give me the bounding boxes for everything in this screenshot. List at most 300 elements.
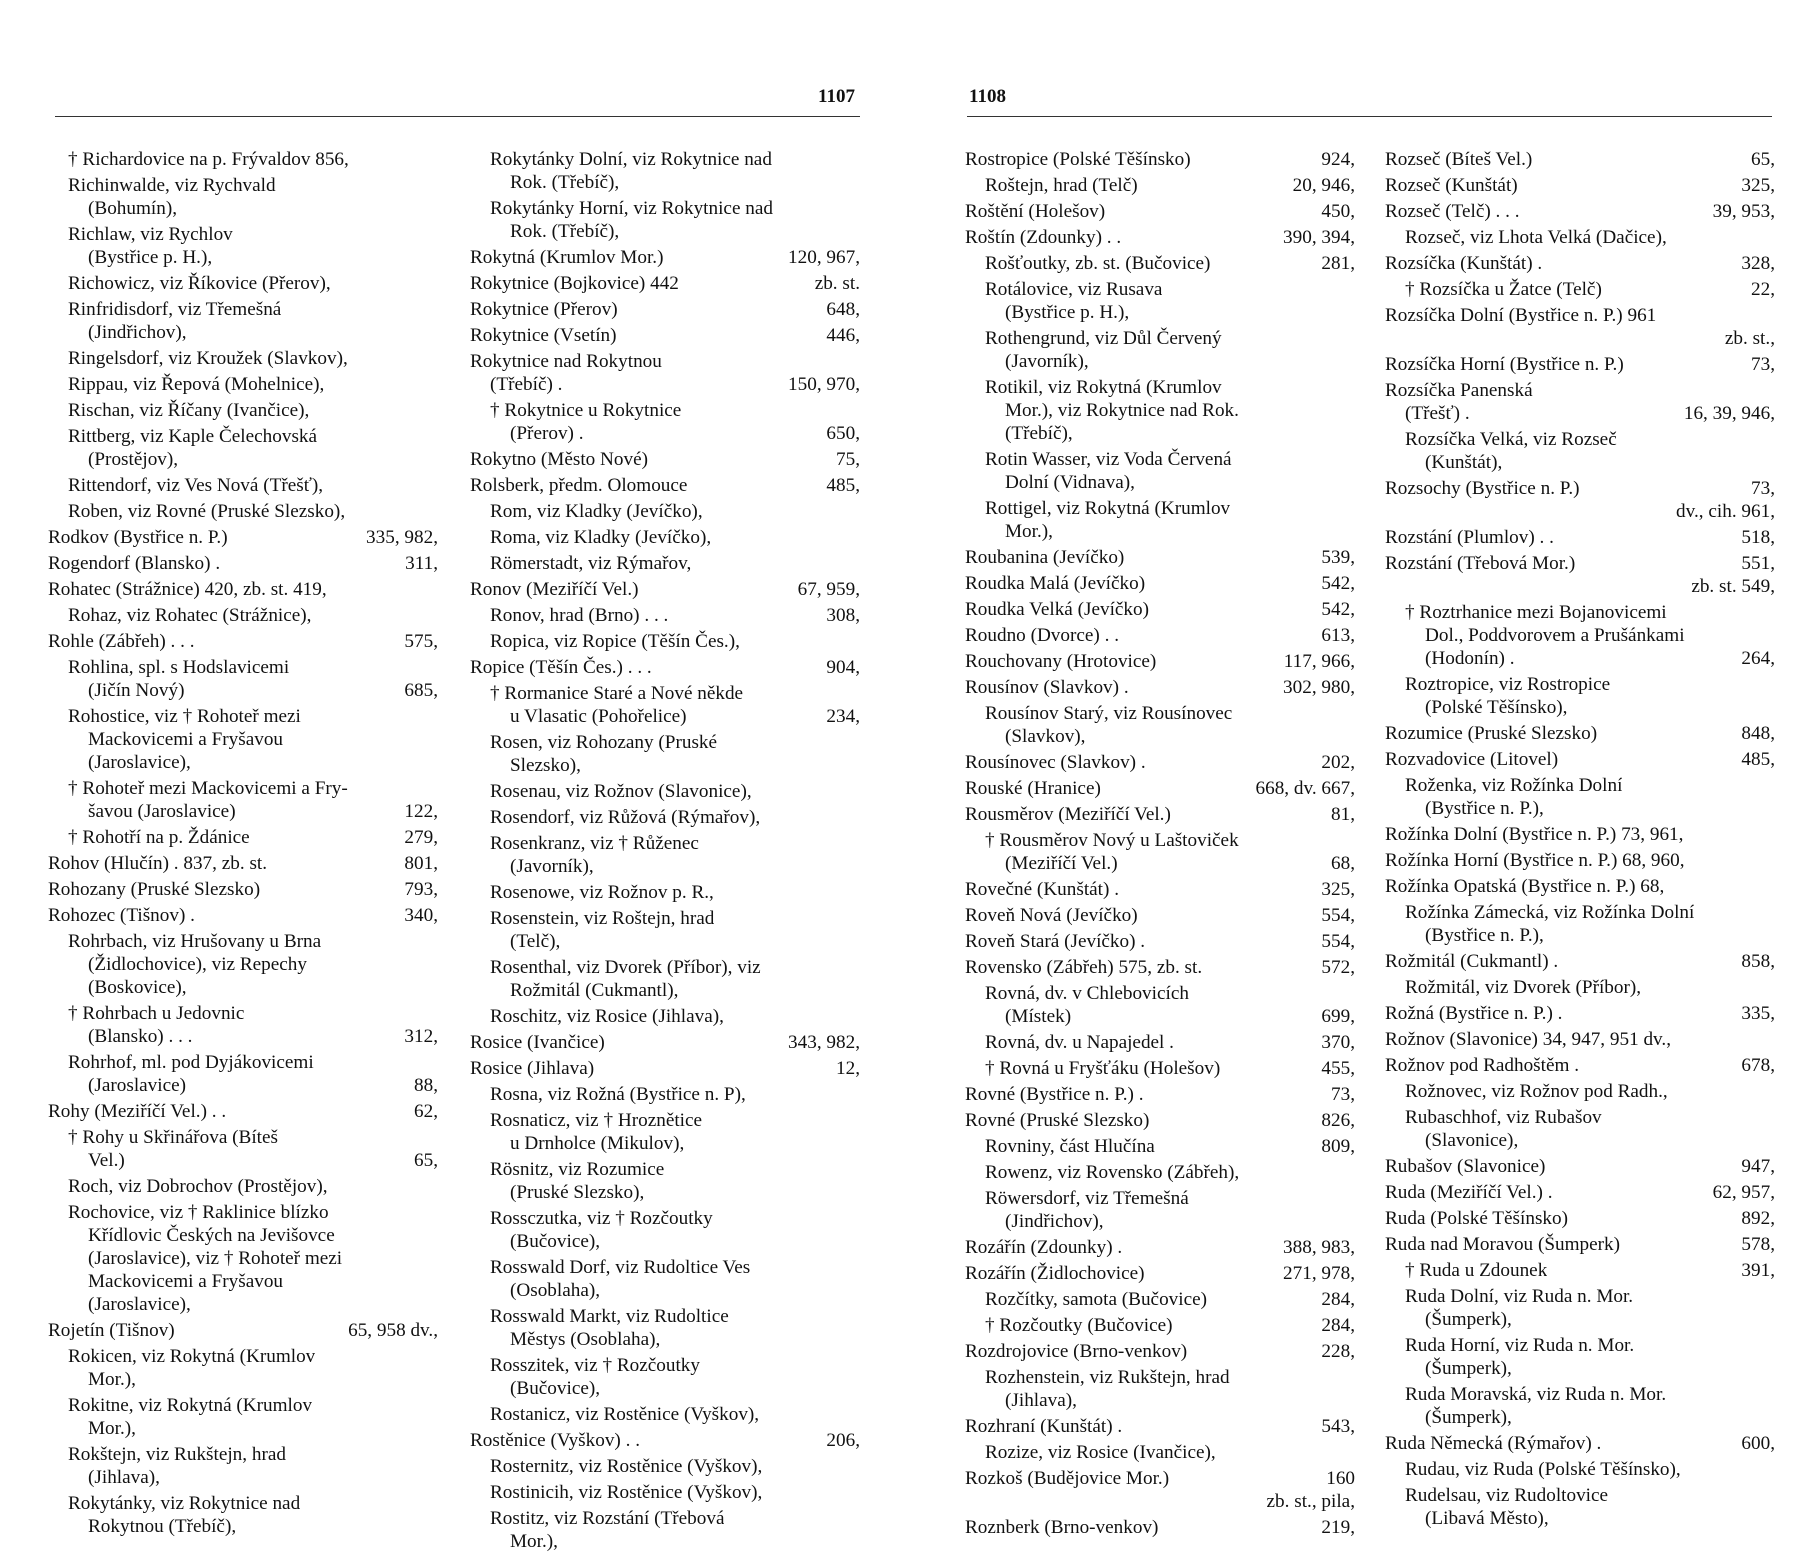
entry-line bbox=[48, 272, 438, 295]
entry-line bbox=[1385, 774, 1775, 797]
entry-page-refs: 892, bbox=[1741, 1208, 1775, 1229]
entry-page-refs bbox=[854, 350, 860, 373]
entry-page-refs bbox=[432, 373, 438, 396]
entry-page-refs bbox=[1769, 428, 1775, 451]
entry-line bbox=[1385, 174, 1775, 197]
entry-line bbox=[965, 676, 1355, 699]
entry-page-refs: 340, bbox=[404, 905, 438, 926]
entry-line bbox=[1385, 950, 1775, 973]
index-entry bbox=[965, 1288, 1355, 1311]
entry-line bbox=[48, 578, 438, 601]
entry-page-refs bbox=[1349, 350, 1355, 373]
entry-page-refs bbox=[432, 1394, 438, 1417]
entry-line bbox=[965, 497, 1355, 520]
entry-line bbox=[965, 1340, 1355, 1363]
entry-page-refs bbox=[1769, 823, 1775, 846]
entry-text: Rokytnice (Vsetín) bbox=[470, 325, 617, 346]
entry-text: Rozhraní (Kunštát) . bbox=[965, 1416, 1123, 1437]
index-entry bbox=[1385, 601, 1775, 670]
entry-page-refs: 370, bbox=[1321, 1032, 1355, 1053]
entry-text: (Šumperk), bbox=[1425, 1407, 1512, 1428]
index-entry bbox=[965, 1109, 1355, 1132]
header-rule bbox=[55, 116, 860, 117]
entry-text: Rouchovany (Hrotovice) bbox=[965, 651, 1157, 672]
index-entry bbox=[1385, 304, 1775, 350]
header-rule bbox=[967, 116, 1772, 117]
index-entry bbox=[470, 1005, 860, 1028]
entry-text: Rok. (Třebíč), bbox=[510, 172, 620, 193]
entry-page-refs: 81, bbox=[1331, 804, 1355, 825]
entry-page-refs: 65, bbox=[1751, 149, 1775, 170]
entry-page-refs bbox=[1349, 422, 1355, 445]
entry-line bbox=[48, 852, 438, 875]
index-entry bbox=[48, 1492, 438, 1538]
entry-text: (Jičín Nový) bbox=[88, 680, 185, 701]
entry-line bbox=[470, 1083, 860, 1106]
entry-text: Rozsíčka (Kunštát) . bbox=[1385, 253, 1543, 274]
entry-line bbox=[965, 1490, 1355, 1513]
index-entry bbox=[48, 526, 438, 549]
entry-text: Rohatec (Strážnice) 420, zb. st. 419, bbox=[48, 579, 327, 600]
index-entry bbox=[1385, 875, 1775, 898]
entry-page-refs bbox=[1349, 376, 1355, 399]
entry-line bbox=[470, 246, 860, 269]
entry-line bbox=[470, 1256, 860, 1279]
entry-page-refs: 284, bbox=[1321, 1315, 1355, 1336]
entry-line bbox=[965, 1031, 1355, 1054]
entry-line bbox=[470, 1507, 860, 1530]
entry-text: Rotikil, viz Rokytná (Krumlov bbox=[985, 377, 1222, 398]
entry-text: (Prostějov), bbox=[88, 449, 179, 470]
entry-text: (Bystřice n. P.), bbox=[1425, 798, 1544, 819]
entry-line bbox=[1385, 1406, 1775, 1429]
entry-page-refs bbox=[432, 399, 438, 422]
index-entry bbox=[965, 1516, 1355, 1539]
entry-text: Rohlina, spl. s Hodslavicemi bbox=[68, 657, 290, 678]
index-entry bbox=[965, 1340, 1355, 1363]
entry-page-refs bbox=[854, 979, 860, 1002]
index-entry bbox=[48, 552, 438, 575]
entry-line bbox=[965, 301, 1355, 324]
entry-page-refs: 551, bbox=[1741, 553, 1775, 574]
entry-text: Rohy (Meziříčí Vel.) . . bbox=[48, 1101, 227, 1122]
entry-line bbox=[48, 1002, 438, 1025]
entry-line bbox=[48, 1515, 438, 1538]
entry-text: Rokitne, viz Rokytná (Krumlov bbox=[68, 1395, 313, 1416]
entry-line bbox=[965, 598, 1355, 621]
entry-text: Ruda (Meziříčí Vel.) . bbox=[1385, 1182, 1553, 1203]
entry-line bbox=[965, 1057, 1355, 1080]
entry-line bbox=[48, 1074, 438, 1097]
entry-text: Rozseč, viz Lhota Velká (Dačice), bbox=[1405, 227, 1667, 248]
entry-page-refs: 904, bbox=[826, 657, 860, 678]
index-entry bbox=[48, 272, 438, 295]
entry-page-refs bbox=[854, 956, 860, 979]
entry-text: Rotálovice, viz Rusava bbox=[985, 279, 1163, 300]
entry-line bbox=[965, 1262, 1355, 1285]
entry-line bbox=[1385, 1028, 1775, 1051]
entry-page-refs: 826, bbox=[1321, 1110, 1355, 1131]
entry-page-refs bbox=[1349, 1210, 1355, 1233]
entry-page-refs: 39, 953, bbox=[1712, 201, 1775, 222]
index-entry bbox=[48, 604, 438, 627]
entry-page-refs bbox=[854, 881, 860, 904]
entry-text: Rohostice, viz † Rohoteř mezi bbox=[68, 706, 301, 727]
entry-text: Roženka, viz Rožínka Dolní bbox=[1405, 775, 1623, 796]
entry-page-refs bbox=[1349, 1441, 1355, 1464]
entry-text: Mackovicemi a Fryšavou bbox=[88, 1271, 284, 1292]
entry-page-refs: 16, 39, 946, bbox=[1683, 403, 1775, 424]
index-entry bbox=[965, 829, 1355, 875]
entry-line bbox=[470, 656, 860, 679]
entry-text: Roveň Nová (Jevíčko) bbox=[965, 905, 1138, 926]
index-entry bbox=[1385, 976, 1775, 999]
entry-text: (Javorník), bbox=[1005, 351, 1089, 372]
entry-line bbox=[470, 806, 860, 829]
entry-line bbox=[48, 552, 438, 575]
entry-page-refs: 391, bbox=[1741, 1260, 1775, 1281]
entry-page-refs: 308, bbox=[826, 605, 860, 626]
entry-text: Rosice (Jihlava) bbox=[470, 1058, 595, 1079]
index-entry bbox=[1385, 1181, 1775, 1204]
entry-line bbox=[1385, 379, 1775, 402]
index-entry bbox=[965, 1262, 1355, 1285]
index-entry bbox=[1385, 1002, 1775, 1025]
entry-text: Rosen, viz Rohozany (Pruské bbox=[490, 732, 718, 753]
entry-page-refs: 335, bbox=[1741, 1003, 1775, 1024]
index-entry bbox=[48, 705, 438, 774]
entry-text: Ronov, hrad (Brno) . . . bbox=[490, 605, 669, 626]
index-entry bbox=[965, 1314, 1355, 1337]
entry-line bbox=[965, 1161, 1355, 1184]
entry-text: Röwersdorf, viz Třemešná bbox=[985, 1188, 1189, 1209]
index-entry bbox=[1385, 901, 1775, 947]
entry-page-refs: 20, 946, bbox=[1292, 175, 1355, 196]
entry-text: Rosice (Ivančice) bbox=[470, 1032, 605, 1053]
entry-page-refs bbox=[432, 1368, 438, 1391]
entry-text: Ringelsdorf, viz Kroužek (Slavkov), bbox=[68, 348, 348, 369]
entry-line bbox=[470, 197, 860, 220]
entry-line bbox=[470, 1455, 860, 1478]
entry-line bbox=[965, 520, 1355, 543]
entry-line bbox=[1385, 304, 1775, 327]
index-entry bbox=[470, 298, 860, 321]
entry-page-refs bbox=[432, 1492, 438, 1515]
entry-page-refs bbox=[854, 1230, 860, 1253]
entry-line bbox=[1385, 1383, 1775, 1406]
index-entry bbox=[1385, 1054, 1775, 1077]
entry-page-refs bbox=[1769, 1383, 1775, 1406]
entry-text: Rosenowe, viz Rožnov p. R., bbox=[490, 882, 714, 903]
index-entry bbox=[470, 682, 860, 728]
entry-text: Rottigel, viz Rokytná (Krumlov bbox=[985, 498, 1231, 519]
entry-page-refs bbox=[1769, 1308, 1775, 1331]
page-number: 1107 bbox=[818, 86, 855, 107]
entry-line bbox=[470, 1354, 860, 1377]
entry-line bbox=[470, 272, 860, 295]
index-entry bbox=[470, 731, 860, 777]
index-entry bbox=[1385, 477, 1775, 523]
entry-text: Rožínka Dolní (Bystřice n. P.) 73, 961, bbox=[1385, 824, 1684, 845]
entry-page-refs bbox=[432, 246, 438, 269]
index-entry bbox=[965, 1031, 1355, 1054]
entry-text: Rischan, viz Říčany (Ivančice), bbox=[68, 400, 310, 421]
index-entry bbox=[1385, 673, 1775, 719]
entry-text: Rok. (Třebíč), bbox=[510, 221, 620, 242]
entry-line bbox=[1385, 673, 1775, 696]
entry-line bbox=[1385, 823, 1775, 846]
entry-line bbox=[965, 1516, 1355, 1539]
entry-line bbox=[48, 223, 438, 246]
entry-text: (Jihlava), bbox=[88, 1467, 160, 1488]
entry-line bbox=[1385, 696, 1775, 719]
index-entry bbox=[965, 803, 1355, 826]
entry-page-refs: 542, bbox=[1321, 573, 1355, 594]
entry-line bbox=[965, 725, 1355, 748]
entry-page-refs bbox=[854, 1181, 860, 1204]
entry-page-refs: zb. st. 549, bbox=[1691, 576, 1775, 597]
entry-text: Rohrbach, viz Hrušovany u Brna bbox=[68, 931, 322, 952]
entry-page-refs bbox=[854, 1132, 860, 1155]
index-entry bbox=[1385, 1432, 1775, 1455]
entry-text: Rittendorf, viz Ves Nová (Třešť), bbox=[68, 475, 324, 496]
index-entry bbox=[1385, 1080, 1775, 1103]
entry-page-refs: 150, 970, bbox=[788, 374, 860, 395]
index-entry bbox=[470, 324, 860, 347]
entry-line bbox=[470, 1158, 860, 1181]
entry-page-refs: 206, bbox=[826, 1430, 860, 1451]
entry-text: Rokštejn, viz Rukštejn, hrad bbox=[68, 1444, 286, 1465]
entry-text: u Drnholce (Mikulov), bbox=[510, 1133, 685, 1154]
index-entry bbox=[470, 246, 860, 269]
entry-text: † Rovná u Fryšťáku (Holešov) bbox=[985, 1058, 1221, 1079]
index-entry bbox=[1385, 774, 1775, 820]
index-entry bbox=[965, 327, 1355, 373]
entry-page-refs bbox=[432, 1515, 438, 1538]
entry-line bbox=[470, 552, 860, 575]
entry-page-refs bbox=[854, 1207, 860, 1230]
entry-page-refs: 264, bbox=[1741, 648, 1775, 669]
index-entry bbox=[1385, 1285, 1775, 1331]
entry-text: Rožínka Zámecká, viz Rožínka Dolní bbox=[1405, 902, 1695, 923]
entry-page-refs bbox=[432, 272, 438, 295]
entry-text: Rokytnice (Přerov) bbox=[470, 299, 618, 320]
index-entry bbox=[48, 223, 438, 269]
entry-line bbox=[48, 1417, 438, 1440]
entry-page-refs bbox=[1349, 1187, 1355, 1210]
entry-page-refs: 793, bbox=[404, 879, 438, 900]
entry-text: Roudka Velká (Jevíčko) bbox=[965, 599, 1150, 620]
entry-page-refs: 284, bbox=[1321, 1289, 1355, 1310]
entry-line bbox=[1385, 1106, 1775, 1129]
entry-line bbox=[48, 1492, 438, 1515]
entry-line bbox=[1385, 647, 1775, 670]
entry-page-refs: 335, 982, bbox=[366, 527, 438, 548]
index-entry bbox=[470, 526, 860, 549]
entry-line bbox=[965, 1210, 1355, 1233]
entry-line bbox=[1385, 1259, 1775, 1282]
index-entry bbox=[470, 907, 860, 953]
entry-line bbox=[48, 777, 438, 800]
entry-line bbox=[470, 930, 860, 953]
entry-line bbox=[470, 500, 860, 523]
entry-line bbox=[965, 751, 1355, 774]
entry-page-refs bbox=[432, 1002, 438, 1025]
entry-text: Rozseč (Kunštát) bbox=[1385, 175, 1518, 196]
entry-text: Rousínovec (Slavkov) . bbox=[965, 752, 1146, 773]
entry-line bbox=[1385, 148, 1775, 171]
entry-page-refs: 542, bbox=[1321, 599, 1355, 620]
entry-page-refs: 120, 967, bbox=[788, 247, 860, 268]
entry-line bbox=[1385, 1233, 1775, 1256]
entry-page-refs bbox=[1769, 1106, 1775, 1129]
entry-line bbox=[1385, 1432, 1775, 1455]
entry-line bbox=[965, 422, 1355, 445]
index-entry bbox=[965, 200, 1355, 223]
entry-text: Rozumice (Pruské Slezsko) bbox=[1385, 723, 1598, 744]
entry-page-refs: 75, bbox=[836, 449, 860, 470]
entry-line bbox=[1385, 748, 1775, 771]
entry-page-refs bbox=[1769, 1458, 1775, 1481]
entry-page-refs bbox=[1769, 226, 1775, 249]
index-entry bbox=[470, 500, 860, 523]
entry-line bbox=[965, 1467, 1355, 1490]
entry-page-refs bbox=[1769, 1507, 1775, 1530]
index-entry bbox=[1385, 1383, 1775, 1429]
entry-text: Rohle (Zábřeh) . . . bbox=[48, 631, 195, 652]
entry-page-refs: 65, bbox=[414, 1150, 438, 1171]
entry-line bbox=[965, 852, 1355, 875]
entry-text: Rozstání (Třebová Mor.) bbox=[1385, 553, 1576, 574]
entry-line bbox=[470, 1132, 860, 1155]
entry-text: Rožínka Horní (Bystřice n. P.) 68, 960, bbox=[1385, 850, 1685, 871]
entry-page-refs bbox=[854, 1354, 860, 1377]
entry-page-refs bbox=[854, 500, 860, 523]
entry-page-refs bbox=[1769, 924, 1775, 947]
index-entry bbox=[470, 630, 860, 653]
index-entry bbox=[470, 474, 860, 497]
entry-line bbox=[48, 1247, 438, 1270]
entry-text: Richinwalde, viz Rychvald bbox=[68, 175, 276, 196]
entry-text: † Rormanice Staré a Nové někde bbox=[490, 683, 744, 704]
entry-line bbox=[48, 630, 438, 653]
index-entry bbox=[48, 930, 438, 999]
entry-page-refs bbox=[432, 777, 438, 800]
entry-text: Rotin Wasser, viz Voda Červená bbox=[985, 449, 1232, 470]
entry-line bbox=[470, 1377, 860, 1400]
index-entry bbox=[470, 604, 860, 627]
entry-line bbox=[48, 1051, 438, 1074]
entry-page-refs bbox=[854, 806, 860, 829]
entry-line bbox=[965, 376, 1355, 399]
index-entry bbox=[48, 630, 438, 653]
entry-page-refs: 234, bbox=[826, 706, 860, 727]
entry-page-refs bbox=[432, 425, 438, 448]
entry-line bbox=[470, 682, 860, 705]
entry-page-refs bbox=[1349, 982, 1355, 1005]
entry-page-refs bbox=[432, 976, 438, 999]
entry-page-refs bbox=[432, 1201, 438, 1224]
entry-page-refs bbox=[1349, 520, 1355, 543]
entry-page-refs bbox=[854, 148, 860, 171]
entry-text: (Jindřichov), bbox=[1005, 1211, 1104, 1232]
entry-line bbox=[48, 298, 438, 321]
index-entry bbox=[48, 500, 438, 523]
entry-text: (Javorník), bbox=[510, 856, 594, 877]
entry-text: (Jaroslavice) bbox=[88, 1075, 187, 1096]
entry-page-refs: 68, bbox=[1331, 853, 1355, 874]
entry-page-refs bbox=[432, 1126, 438, 1149]
entry-text: Rosenstein, viz Roštejn, hrad bbox=[490, 908, 715, 929]
entry-line bbox=[1385, 1484, 1775, 1507]
entry-line bbox=[48, 197, 438, 220]
entry-page-refs bbox=[854, 1481, 860, 1504]
entry-page-refs bbox=[432, 1466, 438, 1489]
entry-line bbox=[470, 604, 860, 627]
entry-page-refs bbox=[1349, 399, 1355, 422]
entry-text: Mor.), bbox=[88, 1369, 136, 1390]
entry-text: Richlaw, viz Rychlov bbox=[68, 224, 233, 245]
entry-page-refs: 650, bbox=[826, 423, 860, 444]
entry-text: (Polské Těšínsko), bbox=[1425, 697, 1568, 718]
entry-line bbox=[470, 298, 860, 321]
index-entry bbox=[965, 1187, 1355, 1233]
entry-page-refs bbox=[854, 399, 860, 422]
entry-text: Rohaz, viz Rohatec (Strážnice), bbox=[68, 605, 312, 626]
index-column bbox=[48, 148, 438, 1541]
entry-line bbox=[1385, 500, 1775, 523]
index-entry bbox=[965, 278, 1355, 324]
entry-line bbox=[1385, 797, 1775, 820]
entry-line bbox=[48, 1368, 438, 1391]
entry-line bbox=[48, 1149, 438, 1172]
entry-text: Rittberg, viz Kaple Čelechovská bbox=[68, 426, 318, 447]
entry-text: Roch, viz Dobrochov (Prostějov), bbox=[68, 1176, 328, 1197]
entry-page-refs bbox=[1349, 1389, 1355, 1412]
entry-text: Rozdrojovice (Brno-venkov) bbox=[965, 1341, 1188, 1362]
entry-text: Ropice (Těšín Čes.) . . . bbox=[470, 657, 652, 678]
index-entry bbox=[48, 1175, 438, 1198]
entry-line bbox=[48, 1394, 438, 1417]
entry-line bbox=[470, 1328, 860, 1351]
entry-text: Roschitz, viz Rosice (Jihlava), bbox=[490, 1006, 724, 1027]
entry-page-refs bbox=[854, 1083, 860, 1106]
index-entry bbox=[965, 1057, 1355, 1080]
entry-text: † Rohy u Skřinářova (Bíteš bbox=[68, 1127, 278, 1148]
entry-line bbox=[48, 800, 438, 823]
entry-page-refs bbox=[432, 1247, 438, 1270]
entry-page-refs: 281, bbox=[1321, 253, 1355, 274]
entry-page-refs bbox=[854, 731, 860, 754]
entry-page-refs bbox=[1769, 1357, 1775, 1380]
entry-page-refs: 202, bbox=[1321, 752, 1355, 773]
entry-line bbox=[965, 572, 1355, 595]
entry-line bbox=[48, 604, 438, 627]
entry-line bbox=[965, 904, 1355, 927]
entry-text: Ronov (Meziříčí Vel.) bbox=[470, 579, 639, 600]
entry-line bbox=[470, 578, 860, 601]
entry-page-refs: 485, bbox=[826, 475, 860, 496]
entry-text: Roben, viz Rovné (Pruské Slezsko), bbox=[68, 501, 346, 522]
entry-text: (Telč), bbox=[510, 931, 561, 952]
entry-line bbox=[965, 930, 1355, 953]
entry-text: Rozkoš (Budějovice Mor.) bbox=[965, 1468, 1170, 1489]
entry-text: † Roztrhanice mezi Bojanovicemi bbox=[1405, 602, 1667, 623]
entry-line bbox=[470, 324, 860, 347]
index-entry bbox=[965, 1236, 1355, 1259]
entry-line bbox=[48, 500, 438, 523]
index-entry bbox=[965, 702, 1355, 748]
